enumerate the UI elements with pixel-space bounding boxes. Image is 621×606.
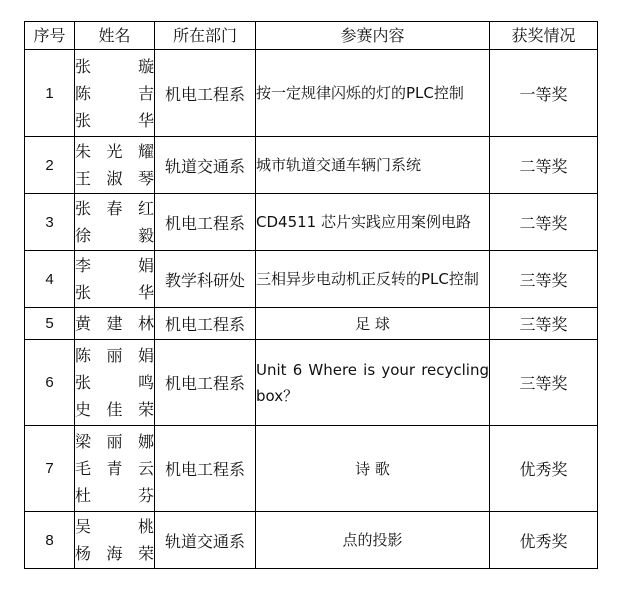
participant-name: 毛青云 (75, 459, 154, 478)
row-department: 教学科研处 (155, 251, 256, 308)
row-number: 6 (25, 340, 75, 426)
row-number: 4 (25, 251, 75, 308)
header-name: 姓名 (75, 22, 155, 50)
table-row (25, 137, 598, 194)
participant-name: 张 华 (75, 110, 154, 130)
participant-name: 张 鸣 (75, 373, 154, 392)
row-department: 机电工程系 (155, 308, 256, 340)
row-number: 5 (25, 308, 75, 340)
row-award: 二等奖 (490, 137, 598, 194)
header-award: 获奖情况 (490, 22, 598, 50)
header-content: 参赛内容 (256, 22, 490, 50)
participant-name: 杨海荣 (75, 544, 154, 563)
row-department: 轨道交通系 (155, 512, 256, 569)
awards-table (24, 21, 598, 569)
participant-name: 王淑琴 (75, 169, 154, 188)
participant-name: 吴 桃 (75, 517, 154, 536)
participant-name: 梁丽娜 (75, 432, 154, 451)
participant-name: 张 华 (75, 283, 154, 302)
row-content: 足 球 (256, 308, 490, 340)
row-award: 三等奖 (490, 251, 598, 308)
participant-name: 徐 毅 (75, 226, 154, 245)
participant-name: 张 璇 (75, 56, 154, 76)
row-content: 诗 歌 (256, 426, 490, 512)
participant-name: 杜 芬 (75, 486, 154, 505)
row-names (75, 137, 155, 194)
header-department: 所在部门 (155, 22, 256, 50)
row-content: 点的投影 (256, 512, 490, 569)
row-names (75, 251, 155, 308)
row-department: 机电工程系 (155, 340, 256, 426)
table-row (25, 251, 598, 308)
row-award: 优秀奖 (490, 512, 598, 569)
row-award: 优秀奖 (490, 426, 598, 512)
row-number: 7 (25, 426, 75, 512)
table-row (25, 512, 598, 569)
row-award: 二等奖 (490, 194, 598, 251)
row-names (75, 340, 155, 426)
row-number: 2 (25, 137, 75, 194)
row-department: 轨道交通系 (155, 137, 256, 194)
row-content: CD4511 芯片实践应用案例电路 (256, 194, 490, 251)
participant-name: 史佳荣 (75, 400, 154, 419)
table-row (25, 308, 598, 340)
row-names (75, 194, 155, 251)
table-header-row (25, 22, 598, 50)
participant-name: 李 娟 (75, 256, 154, 275)
row-number: 1 (25, 50, 75, 137)
row-names (75, 512, 155, 569)
table-row (25, 50, 598, 137)
row-names (75, 50, 155, 137)
row-department: 机电工程系 (155, 426, 256, 512)
row-content: 三相异步电动机正反转的PLC控制 (256, 251, 490, 308)
participant-name: 陈丽娟 (75, 346, 154, 365)
row-names (75, 308, 155, 340)
table-row (25, 194, 598, 251)
table-row (25, 340, 598, 426)
header-no: 序号 (25, 22, 75, 50)
row-department: 机电工程系 (155, 194, 256, 251)
table-row (25, 426, 598, 512)
row-number: 3 (25, 194, 75, 251)
row-content: 城市轨道交通车辆门系统 (256, 137, 490, 194)
row-names (75, 426, 155, 512)
row-award: 三等奖 (490, 308, 598, 340)
participant-name: 黄建林 (75, 314, 154, 333)
row-content: Unit 6 Where is your recycling box？ (256, 340, 490, 426)
participant-name: 陈 吉 (75, 83, 154, 103)
row-number: 8 (25, 512, 75, 569)
row-award: 一等奖 (490, 50, 598, 137)
participant-name: 张春红 (75, 199, 154, 218)
row-award: 三等奖 (490, 340, 598, 426)
participant-name: 朱光耀 (75, 142, 154, 161)
row-department: 机电工程系 (155, 50, 256, 137)
row-content: 按一定规律闪烁的灯的PLC控制 (256, 50, 490, 137)
